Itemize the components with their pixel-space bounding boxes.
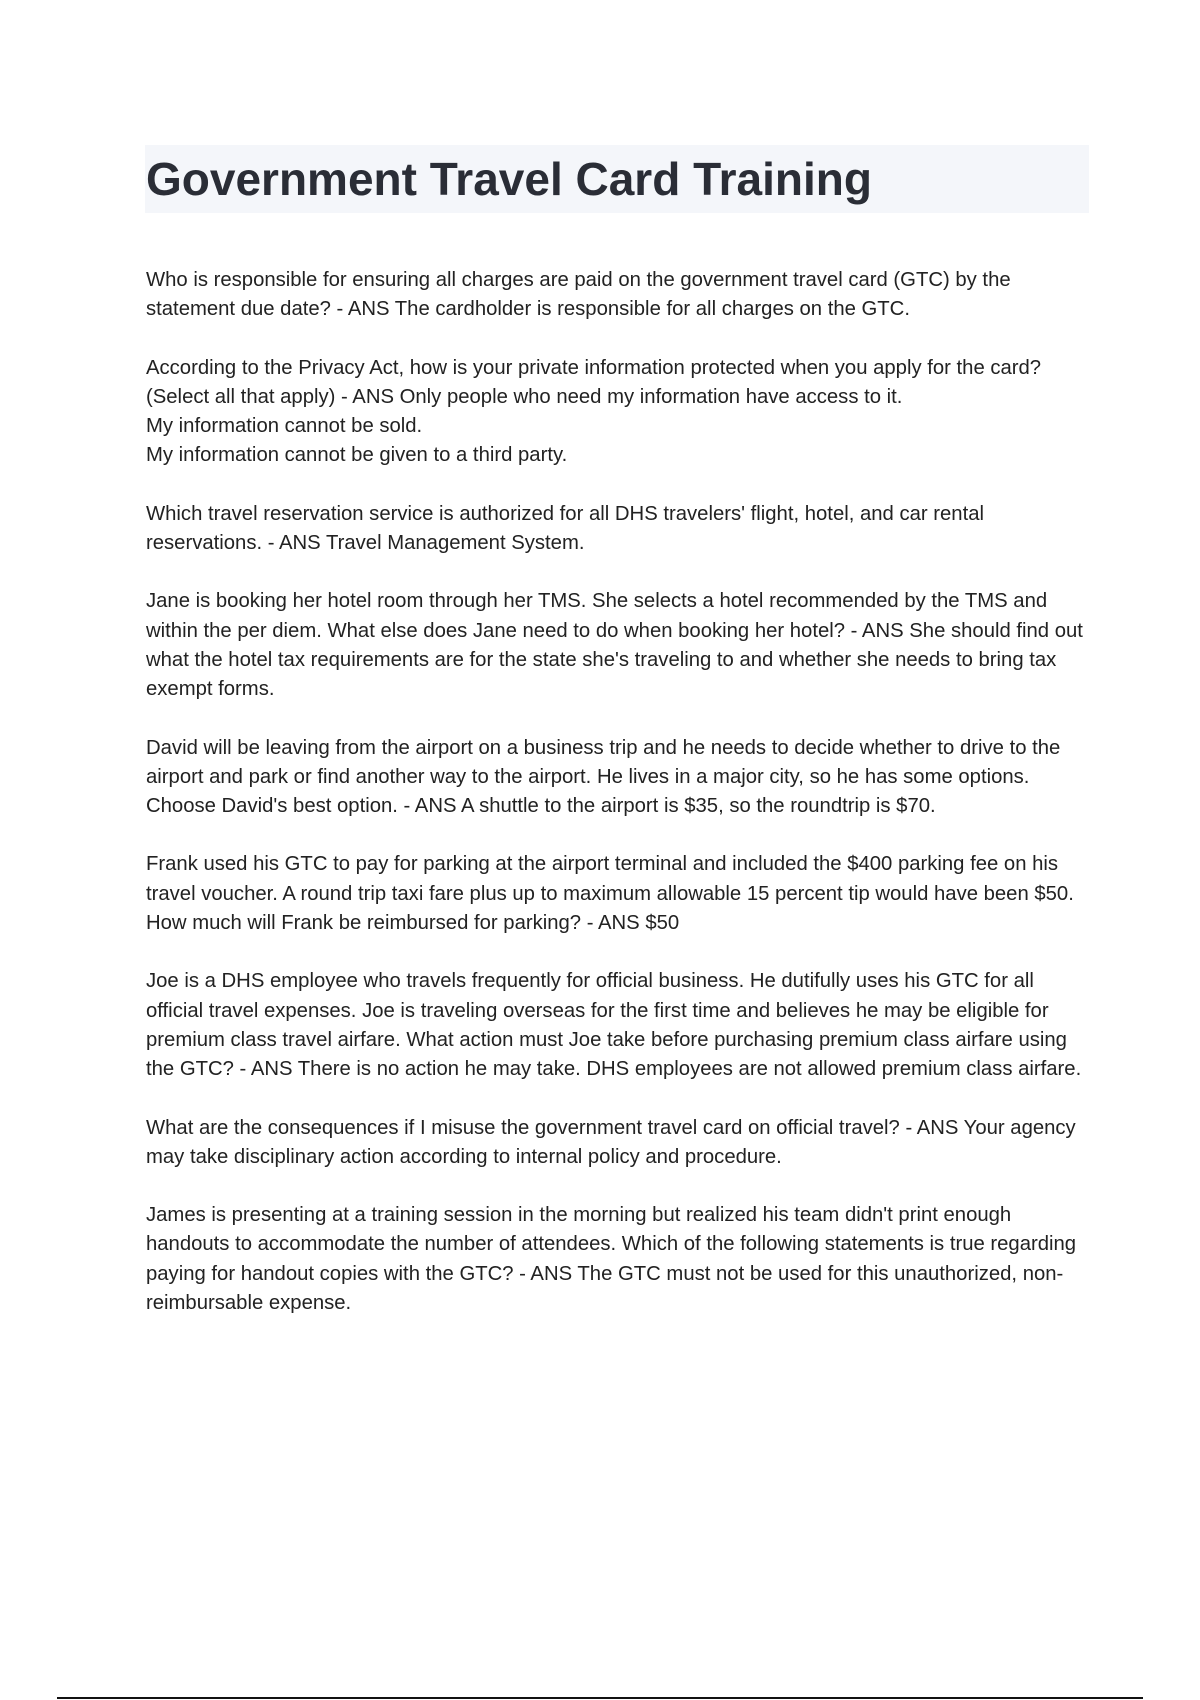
qa-text: Jane is booking her hotel room through her TMS. She selects a hotel recommended by the TMS and within the per diem. What else does Jane need to do when booking her hotel? - ANS She should find out what the hotel tax requirements are for the state she's traveling to and whether she needs to bring tax exempt forms.: [146, 590, 1083, 701]
qa-text: According to the Privacy Act, how is your private information protected when you apply for the card? (Select all that apply) - ANS Only people who need my information have access to it.: [146, 356, 1042, 408]
footer-divider: [57, 1697, 1143, 1699]
qa-entry-3: [146, 500, 1091, 559]
qa-entry-1: [146, 266, 1091, 325]
qa-text: James is presenting at a training session in the morning but realized his team didn't print enough handouts to accommodate the number of attendees. Which of the following statements is true regarding paying for handout copies with the GTC? - ANS The GTC must not be used for this unauthorized, non-reimbursable expense.: [146, 1204, 1077, 1315]
qa-entry-2: [146, 354, 1091, 471]
qa-entry-8: [146, 1114, 1091, 1173]
qa-text: What are the consequences if I misuse the government travel card on official travel? - ANS Your agency may take disciplinary action according to internal policy and procedure.: [146, 1116, 1076, 1168]
qa-answer-line: My information cannot be given to a third party.: [146, 444, 568, 467]
qa-entry-5: [146, 734, 1091, 822]
qa-text: Which travel reservation service is authorized for all DHS travelers' flight, hotel, and car rental reservations. - ANS Travel Management System.: [146, 502, 985, 555]
qa-entry-7: [146, 967, 1091, 1084]
qa-entry-6: [146, 850, 1091, 938]
qa-text: Frank used his GTC to pay for parking at the airport terminal and included the $400 parking fee on his travel voucher. A round trip taxi fare plus up to maximum allowable 15 percent tip would have been $50. How much will Frank be reimbursed for parking? - ANS $50: [146, 853, 1074, 935]
qa-text: David will be leaving from the airport on a business trip and he needs to decide whether to drive to the airport and park or find another way to the airport. He lives in a major city, so he has some options. Choose David's best option. - ANS A shuttle to the airport is $35, so the roundtrip is $70.: [146, 736, 1061, 818]
qa-answer-line: My information cannot be sold.: [146, 415, 423, 438]
qa-entry-9: [146, 1201, 1091, 1318]
qa-list: [146, 266, 1091, 1347]
qa-text: Who is responsible for ensuring all charges are paid on the government travel card (GTC) by the statement due date? - ANS The cardholder is responsible for all charges on the GTC.: [146, 269, 1011, 321]
page-title: Government Travel Card Training: [146, 153, 872, 205]
qa-text: Joe is a DHS employee who travels frequently for official business. He dutifully uses his GTC for all official travel expenses. Joe is traveling overseas for the first time and believes he may be eligible for premium class travel airfare. What action must Joe take before purchasing premium class airfare using the GTC? - ANS There is no action he may take. DHS employees are not allowed premium class airfare.: [146, 970, 1082, 1081]
qa-entry-4: [146, 587, 1091, 704]
